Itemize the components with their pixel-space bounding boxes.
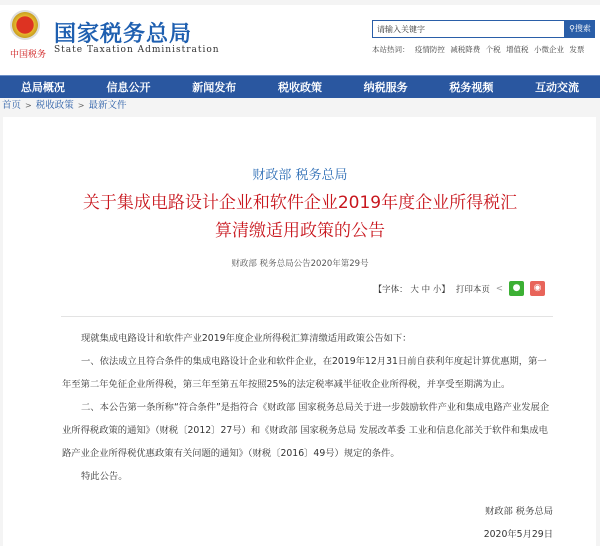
- search-button[interactable]: [565, 20, 595, 38]
- article-body: [62, 327, 554, 488]
- font-size-label: 【字体：: [373, 284, 408, 295]
- nav-item[interactable]: 税务视频: [449, 81, 494, 94]
- hot-word-link[interactable]: 疫情防控: [414, 45, 445, 54]
- breadcrumb-tax-policy[interactable]: 税收政策: [35, 100, 74, 111]
- print-button[interactable]: 打印本页: [455, 284, 490, 295]
- hot-word-link[interactable]: 发票: [569, 45, 585, 54]
- signature: 财政部 税务总局: [484, 506, 553, 517]
- breadcrumb-separator: >: [25, 101, 32, 110]
- article-tools: [374, 281, 545, 296]
- nav-item[interactable]: 互动交流: [535, 81, 580, 94]
- hot-words: [372, 44, 587, 55]
- article-title: [0, 189, 600, 245]
- divider: [61, 316, 553, 317]
- article-issuer: 财政部 税务总局: [252, 168, 348, 183]
- site-logo-title[interactable]: 国家税务总局: [54, 22, 193, 47]
- breadcrumb: [2, 97, 126, 111]
- main-nav: [0, 75, 600, 98]
- article-paragraph: 一、依法成立且符合条件的集成电路设计企业和软件企业，在2019年12月31日前自获利年度起计算优惠期，第一年至第二年免征企业所得税，第三年至第五年按照25%的法定税率减半征收企业所得税，并享受至期满为止。: [62, 356, 547, 390]
- title-line: 关于集成电路设计企业和软件企业2019年度企业所得税汇: [82, 193, 518, 213]
- font-size-large[interactable]: 大: [410, 284, 419, 295]
- article-paragraph: 二、本公告第一条所称“符合条件”是指符合《财政部 国家税务总局关于进一步鼓励软件产业和集成电路产业发展企业所得税政策的通知》（财税〔2012〕27号）和《财政部 国家税务总局 发展改革委 工业和信息化部关于软件和集成电路产业企业所得税优惠政策有关问题的通知》（财税〔2016〕49号）规定的条件。: [62, 402, 550, 459]
- nav-item[interactable]: 纳税服务: [363, 81, 408, 94]
- hot-word-link[interactable]: 增值税: [506, 45, 529, 54]
- wechat-icon[interactable]: ●: [509, 281, 524, 296]
- weibo-icon[interactable]: ◉: [530, 281, 545, 296]
- nav-item[interactable]: 信息公开: [106, 81, 151, 94]
- font-size-bracket: 】: [441, 284, 450, 295]
- site-logo-subtitle: State Taxation Administration: [54, 45, 220, 55]
- title-line: 算清缴适用政策的公告: [215, 221, 385, 241]
- font-size-medium[interactable]: 中: [421, 284, 431, 295]
- hot-word-link[interactable]: 减税降费: [450, 45, 481, 54]
- search-button-label: 搜索: [574, 24, 591, 33]
- date: 2020年5月29日: [483, 529, 553, 540]
- breadcrumb-separator: >: [77, 101, 85, 110]
- font-size-small[interactable]: 小: [432, 284, 442, 295]
- hot-word-link[interactable]: 个税: [485, 45, 501, 54]
- share-icon[interactable]: <: [495, 283, 503, 294]
- search-input[interactable]: 请输入关键字: [372, 20, 565, 38]
- breadcrumb-home[interactable]: 首页: [2, 100, 22, 111]
- emblem-caption: 中国税务: [10, 50, 47, 60]
- document-number: 财政部 税务总局公告2020年第29号: [231, 259, 369, 269]
- article-paragraph: 特此公告。: [81, 471, 128, 482]
- breadcrumb-latest-files[interactable]: 最新文件: [88, 100, 127, 111]
- nav-item[interactable]: 新闻发布: [192, 81, 237, 94]
- site-header: [0, 5, 600, 75]
- search-icon: ⚲: [569, 24, 575, 33]
- hot-word-link[interactable]: 小微企业: [533, 45, 564, 54]
- national-emblem-logo: [10, 10, 40, 40]
- article-paragraph: 现就集成电路设计和软件产业2019年度企业所得税汇算清缴适用政策公告如下：: [81, 333, 412, 344]
- hot-words-label: 本站热词：: [372, 45, 410, 54]
- nav-item[interactable]: 税收政策: [277, 81, 322, 94]
- nav-item[interactable]: 总局概况: [20, 81, 65, 94]
